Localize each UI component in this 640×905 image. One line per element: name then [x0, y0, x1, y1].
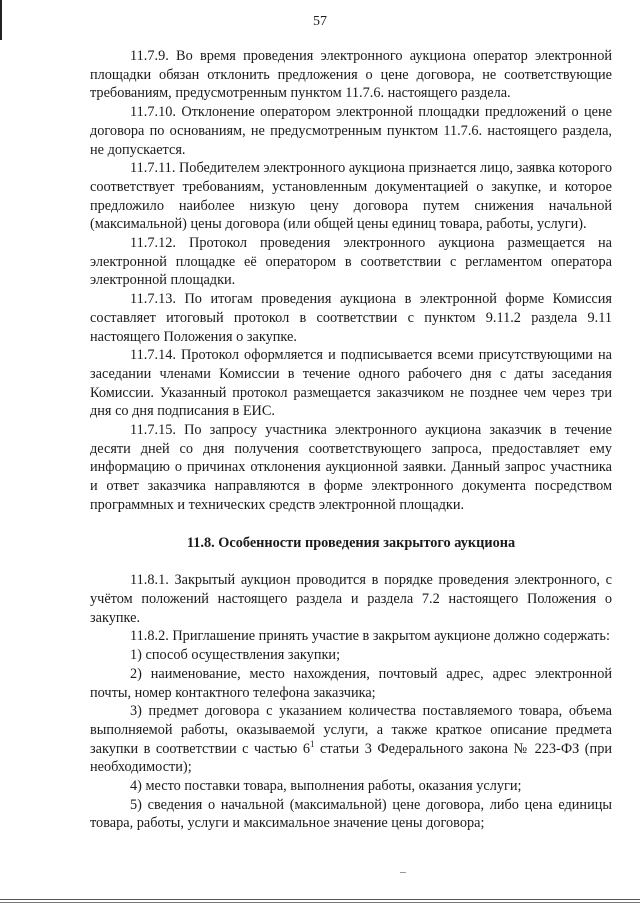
paragraph-11-7-9: 11.7.9. Во время проведения электронного аукциона оператор электронной площадки обязан отклонить предложения о цене договора, не соответствующие требованиям, предусмотренным пунктом 11.7.6. настоящего раздела.	[90, 48, 612, 102]
scan-artifact-mark	[400, 872, 406, 873]
paragraph-11-7-10: 11.7.10. Отклонение оператором электронной площадки предложений о цене договора по основаниям, не предусмотренным пунктом 11.7.6. настоящего раздела, не допускается.	[90, 104, 612, 158]
paragraph-11-7-13: 11.7.13. По итогам проведения аукциона в электронной форме Комиссия составляет итоговый протокол в соответствии с пунктом 9.11.2 раздела 9.11 настоящего Положения о закупке.	[90, 291, 612, 345]
paragraph-11-8-2: 11.8.2. Приглашение принять участие в закрытом аукционе должно содержать:	[130, 628, 610, 645]
list-item-3-text: 3) предмет договора с указанием количества поставляемого товара, объема выполняемой работы, оказываемой услуги, а также краткое описание предмета закупки в соответствии с частью 6	[90, 703, 612, 757]
list-item-3	[90, 702, 612, 777]
scan-bottom-edge-line-secondary	[0, 902, 640, 903]
list-item-5: 5) сведения о начальной (максимальной) цене договора, либо цена единицы товара, работы, услуги и максимальное значение цены договора;	[90, 796, 612, 832]
paragraph-11-8-1: 11.8.1. Закрытый аукцион проводится в порядке проведения электронного, с учётом положений настоящего раздела и раздела 7.2 настоящего Положения о закупке.	[90, 572, 612, 626]
scan-bottom-edge-line	[0, 899, 640, 900]
list-item-3-superscript: 1	[310, 738, 315, 749]
paragraph-11-7-11: 11.7.11. Победителем электронного аукциона признается лицо, заявка которого соответствует требованиям, установленным документацией о закупке, и которое предложило наиболее низкую цену договора путем снижения начальной (максимальной) цены договора (или общей цены единиц товара, работы, услуги).	[90, 160, 612, 233]
paragraph-11-7-12: 11.7.12. Протокол проведения электронного аукциона размещается на электронной площадке её оператором в соответствии с регламентом оператора электронной площадки.	[90, 235, 612, 289]
document-body	[90, 47, 612, 833]
list-item-2: 2) наименование, место нахождения, почтовый адрес, адрес электронной почты, номер контактного телефона заказчика;	[90, 665, 612, 701]
section-heading: 11.8. Особенности проведения закрытого аукциона	[186, 534, 516, 551]
page-number: 57	[313, 14, 327, 29]
list-item-3-text-end: статьи 3 Федерального закона № 223-ФЗ (при необходимости);	[90, 740, 612, 776]
list-item-4: 4) место поставки товара, выполнения работы, оказания услуги;	[130, 778, 522, 795]
paragraph-11-7-15: 11.7.15. По запросу участника электронного аукциона заказчик в течение десяти дней со дня получения соответствующего запроса, предоставляет ему информацию о причинах отклонения аукционной заявки. Данный запрос участника и ответ заказчика направляются в форме электронного документа посредством программных и технических средств электронной площадки.	[90, 422, 612, 513]
list-item-1: 1) способ осуществления закупки;	[130, 647, 341, 664]
paragraph-11-7-14: 11.7.14. Протокол оформляется и подписывается всеми присутствующими на заседании членами Комиссии в течение одного рабочего дня с даты заседания Комиссии. Указанный протокол размещается заказчиком не позднее чем через три дня со дня подписания в ЕИС.	[90, 347, 612, 420]
